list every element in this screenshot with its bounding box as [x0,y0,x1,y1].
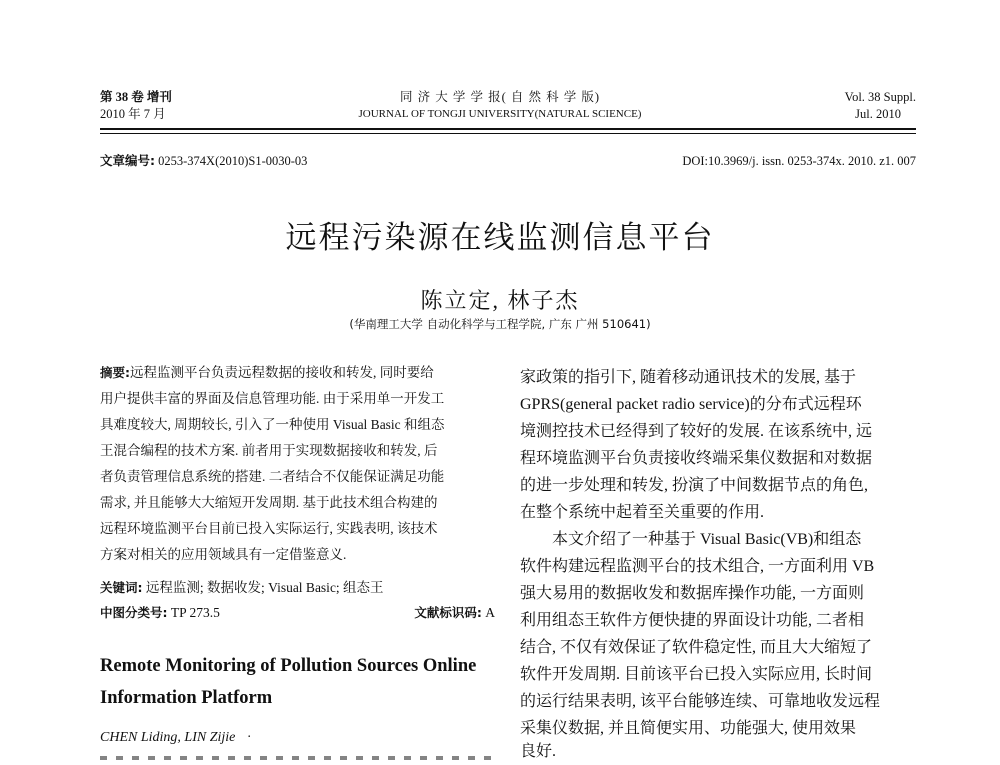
header-volume-cn: 第 38 卷 增刊 [100,90,172,104]
english-title-line1: Remote Monitoring of Pollution Sources Online [100,656,477,676]
keywords [100,575,495,601]
body-line: 境测控技术已经得到了较好的发展. 在该系统中, 远 [520,423,873,440]
doi: DOI:10.3969/j. issn. 0253-374x. 2010. z1. 007 [682,154,916,168]
header-volume-en: Vol. 38 Suppl. [844,90,916,104]
classification-value: TP 273.5 [170,605,220,620]
abstract-line: 王混合编程的技术方案. 前者用于实现数据接收和转发, 后 [100,443,438,458]
header-rule-thick [100,128,916,130]
body-line: 程环境监测平台负责接收终端采集仪数据和对数据 [520,450,873,467]
body-line: 良好. [520,743,557,760]
header-date-cn: 2010 年 7 月 [100,107,166,121]
body-line: GPRS(general packet radio service)的分布式远程环 [520,396,862,413]
article-id-value: 0253-374X(2010)S1-0030-03 [158,154,308,168]
title-cn: 远程污染源在线监测信息平台 [285,220,715,256]
english-authors-names: CHEN Liding, LIN Zijie [100,730,236,745]
header-date-en: Jul. 2010 [855,107,901,121]
doc-code-label: 文献标识码: [414,605,482,620]
keywords-label: 关键词: [100,580,143,595]
abstract-line: 方案对相关的应用领域具有一定借鉴意义. [100,547,347,562]
english-authors-sep: · [246,730,252,745]
abstract-line: 者负责管理信息系统的搭建. 二者结合不仅能保证满足功能 [100,469,445,484]
article-id [100,152,307,170]
classification-label: 中图分类号: [100,605,168,620]
affiliation-cn: (华南理工大学 自动化科学与工程学院, 广东 广州 510641) [349,317,651,331]
header-rule-thin [100,133,916,134]
body-line: 软件开发周期. 目前该平台已投入实际应用, 长时间 [520,666,873,683]
body-line: 的运行结果表明, 该平台能够连续、可靠地收发远程 [520,693,881,710]
authors-cn: 陈立定, 林子杰 [420,288,580,313]
doc-code [100,600,495,626]
header-journal-en: JOURNAL OF TONGJI UNIVERSITY(NATURAL SCIENCE) [358,108,642,120]
english-title-line2: Information Platform [100,688,273,708]
abstract-label: 摘要: [100,365,130,380]
english-authors [100,730,252,746]
body-line: 家政策的指引下, 随着移动通讯技术的发展, 基于 [520,369,857,386]
body-line: 本文介绍了一种基于 Visual Basic(VB)和组态 [552,531,862,548]
body-line: 结合, 不仅有效保证了软件稳定性, 而且大大缩短了 [520,639,873,656]
abstract-line: 需求, 并且能够大大缩短开发周期. 基于此技术组合构建的 [100,495,438,510]
abstract-line [100,360,495,386]
abstract-line: 具难度较大, 周期较长, 引入了一种使用 Visual Basic 和组态 [100,417,445,432]
abstract-text: 远程监测平台负责远程数据的接收和转发, 同时要给 [130,365,434,380]
keywords-value: 远程监测; 数据收发; Visual Basic; 组态王 [145,580,384,595]
body-line: 软件构建远程监测平台的技术组合, 一方面利用 VB [520,558,875,575]
header-journal-cn: 同 济 大 学 学 报( 自 然 科 学 版) [399,90,601,104]
cut-off-line [100,756,495,760]
body-line: 强大易用的数据收发和数据库操作功能, 一方面则 [520,585,865,602]
doc-code-value: A [485,605,495,620]
body-line: 采集仪数据, 并且简便实用、功能强大, 使用效果 [520,720,857,737]
body-line: 的进一步处理和转发, 扮演了中间数据节点的角色, [520,477,869,494]
abstract-line: 用户提供丰富的界面及信息管理功能. 由于采用单一开发工 [100,391,445,406]
body-line: 利用组态王软件方便快捷的界面设计功能, 二者相 [520,612,865,629]
abstract-line: 远程环境监测平台目前已投入实际运行, 实践表明, 该技术 [100,521,438,536]
body-line: 在整个系统中起着至关重要的作用. [520,504,765,521]
article-id-label: 文章编号: [100,153,155,168]
